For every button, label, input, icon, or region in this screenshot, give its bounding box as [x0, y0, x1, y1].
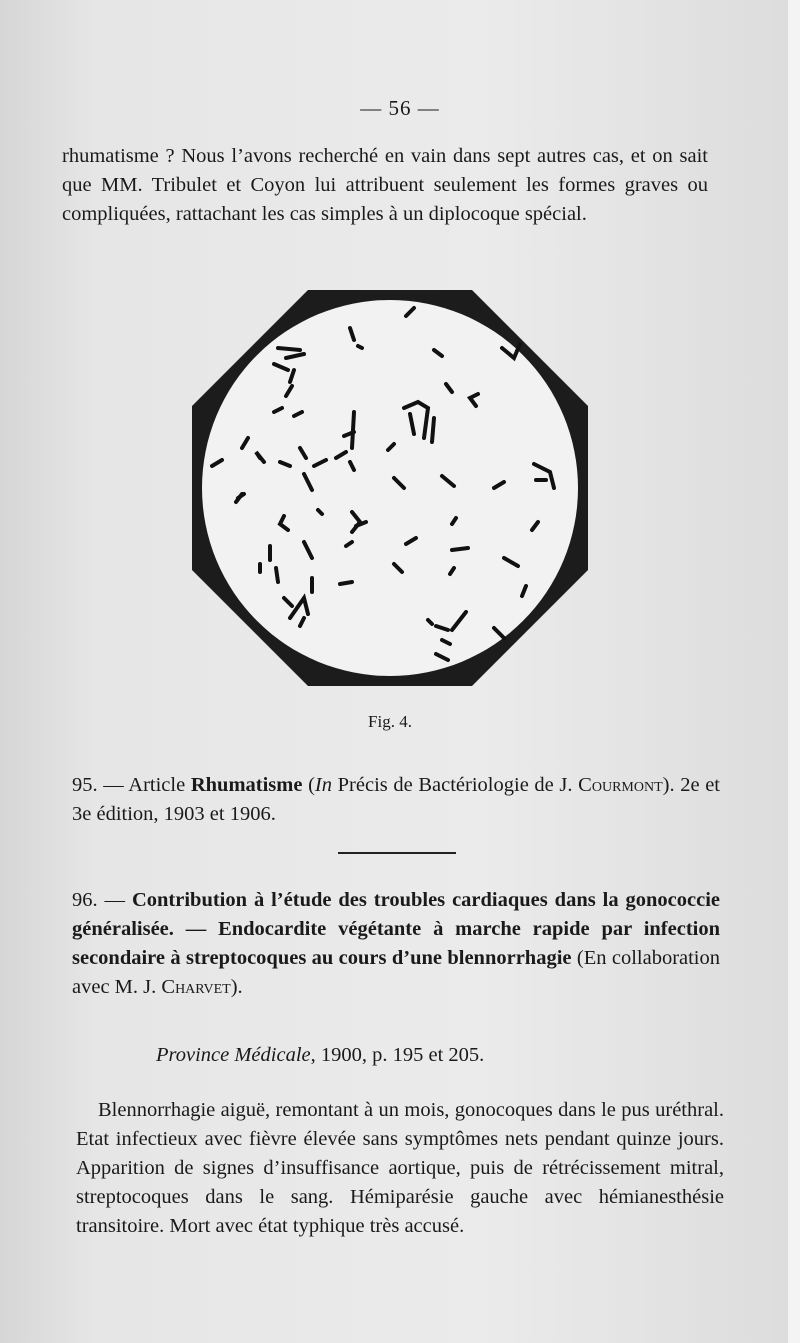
journal-name: Province Médicale	[156, 1044, 311, 1066]
paragraph-continuation: rhumatisme ? Nous l’avons recherché en vain dans sept autres cas, et on sait que MM. Tribulet et Coyon lui attribuent seulement les formes graves ou compliquées, rattachant les cas simples à un diplocoque spécial.	[62, 145, 708, 225]
ref-collab: (En collaboration avec M. J.	[72, 947, 721, 998]
ref-collab-end: ).	[230, 976, 243, 998]
ref-source: Précis de Bactériologie de J.	[337, 774, 573, 796]
ref-prefix: Article	[128, 774, 186, 796]
ref-author: Courmont	[578, 774, 663, 796]
ref-suffix: ). 2e et 3e édition, 1903 et 1906.	[72, 774, 720, 825]
microscope-figure	[190, 288, 590, 688]
ref-title: Contribution à l’étude des troubles cardiaques dans la gonococcie généralisée. — Endocardite végétante à marche rapide par infection secondaire à streptocoques au cours d’une blennorrhagie	[72, 889, 720, 969]
ref-in: In	[314, 774, 332, 796]
ref-title: Rhumatisme	[190, 774, 303, 796]
page-number: — 56 —	[360, 96, 440, 120]
figure-caption: Fig. 4.	[368, 712, 412, 731]
ref-collab-author: Charvet	[161, 976, 231, 998]
ref-number: 95. —	[72, 774, 124, 796]
case-text: Blennorrhagie aiguë, remontant à un mois, gonocoques dans le pus uréthral. Etat infectieux avec fièvre élevée sans symptômes nets pendant quinze jours. Apparition de signes d’insuffisance aortique, puis de rétrécissement mitral, streptocoques dans le sang. Hémiparésie gauche avec hémianesthésie transitoire. Mort avec état typhique très accusé.	[76, 1099, 724, 1237]
reference-96	[72, 886, 720, 1002]
reference-95: 95. — Article Rhumatisme (In Précis de Bactériologie de J. Courmont). 2e et 3e édition, 1903 et 1906.	[72, 774, 720, 825]
section-separator	[338, 852, 456, 854]
case-summary	[76, 1096, 724, 1241]
page-edge	[788, 0, 800, 1343]
ref-number: 96. —	[72, 889, 126, 911]
journal-details: , 1900, p. 195 et 205.	[310, 1044, 485, 1066]
journal-citation	[156, 1044, 484, 1067]
microscope-field	[202, 300, 578, 676]
